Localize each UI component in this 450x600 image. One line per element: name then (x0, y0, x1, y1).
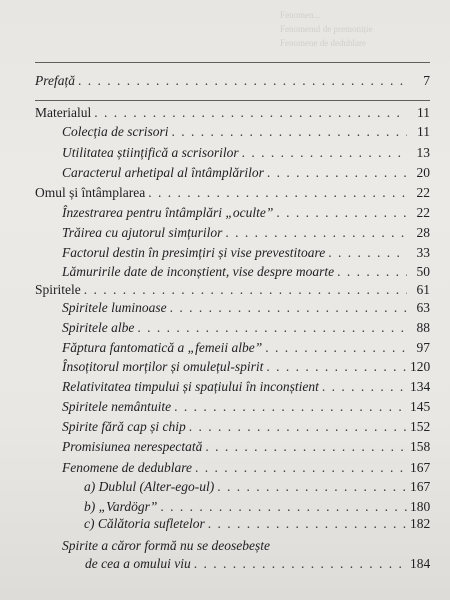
toc-entry (62, 357, 430, 377)
toc-entry-title: Spiritele luminoase (62, 300, 167, 315)
toc-entry-title: Omul și întâmplarea (35, 185, 146, 200)
toc-entry-title: Spirite fără cap și chip (62, 419, 186, 434)
toc-entry-title: Făptura fantomatică a „femeii albe” (62, 340, 263, 355)
toc-entry (85, 554, 430, 574)
toc-entry (62, 536, 430, 556)
leader-dots (137, 318, 407, 338)
toc-entry-page: 167 (410, 460, 431, 475)
toc-entry-page: 167 (410, 479, 431, 494)
leader-dots (217, 477, 407, 497)
toc-entry-title: Spiritele (35, 282, 81, 297)
top-rule (35, 62, 430, 63)
leader-dots (195, 458, 407, 478)
toc-entry-title: Lămuririle date de inconștient, vise despre moarte (62, 264, 335, 279)
toc-entry-title: Fenomene de dedublare (62, 460, 192, 475)
toc-entry (62, 262, 430, 282)
toc-entry-page: 120 (410, 359, 431, 374)
toc-entry-page: 184 (410, 556, 431, 571)
toc-entry-page: 97 (416, 340, 430, 355)
toc-entry (62, 203, 430, 223)
toc-entry (84, 477, 430, 497)
toc-entry-page: 11 (417, 105, 430, 120)
toc-entry-title: Promisiunea nerespectată (62, 439, 203, 454)
toc-entry-page: 180 (410, 499, 431, 514)
leader-dots (276, 203, 407, 223)
bleed-line: Fenomenul de premoniție (280, 24, 373, 34)
leader-dots (225, 223, 407, 243)
toc-entry-title: Utilitatea științifică a scrisorilor (62, 145, 239, 160)
leader-dots (322, 377, 407, 397)
leader-dots (189, 417, 407, 437)
toc-entry-title: Colecția de scrisori (62, 124, 169, 139)
toc-entry-title: Relativitatea timpului și spațiului în inconștient (62, 379, 319, 394)
toc-entry (62, 318, 430, 338)
toc-entry-page: 50 (416, 264, 430, 279)
toc-entry-title: Trăirea cu ajutorul simțurilor (62, 225, 223, 240)
leader-dots (78, 71, 407, 91)
toc-entry-page: 63 (416, 300, 430, 315)
toc-entry (84, 514, 430, 534)
toc-entry-page: 7 (423, 73, 430, 88)
bleed-through-text (0, 0, 450, 60)
toc-entry (35, 280, 430, 300)
toc-entry (62, 163, 430, 183)
leader-dots (208, 514, 407, 534)
toc-entry-page: 134 (410, 379, 431, 394)
leader-dots (267, 163, 407, 183)
toc-entry-page: 22 (416, 205, 430, 220)
toc-entry-title: b) „Vardögr” (84, 499, 158, 514)
leader-dots (242, 143, 407, 163)
toc-entry-page: 61 (416, 282, 430, 297)
leader-dots (148, 183, 407, 203)
toc-entry-title: Materialul (35, 105, 92, 120)
toc-entry-page: 33 (416, 245, 430, 260)
leader-dots (194, 554, 407, 574)
toc-entry-title: Caracterul arhetipal al întâmplărilor (62, 165, 264, 180)
toc-entry-title: Spiritele albe (62, 320, 135, 335)
toc-entry (35, 103, 430, 123)
toc-entry-title: Spirite a căror formă nu se deosebește (62, 538, 270, 553)
leader-dots (337, 262, 407, 282)
toc-entry-title: a) Dublul (Alter-ego-ul) (84, 479, 215, 494)
leader-dots (170, 298, 407, 318)
toc-entry-page: 182 (410, 516, 431, 531)
toc-entry (62, 458, 430, 478)
toc-entry-page: 13 (416, 145, 430, 160)
toc-entry-prefata (35, 71, 430, 91)
leader-dots (265, 338, 407, 358)
toc-entry-page: 88 (416, 320, 430, 335)
toc-entry-title: Înzestrarea pentru întâmplări „oculte” (62, 205, 274, 220)
leader-dots (172, 122, 408, 142)
toc-entry-title: Factorul destin în presimțiri și vise prevestitoare (62, 245, 326, 260)
toc-entry (35, 183, 430, 203)
toc-entry (62, 417, 430, 437)
leader-dots (174, 397, 407, 417)
toc-entry (62, 243, 430, 263)
leader-dots (328, 243, 407, 263)
toc-entry-title: Însoțitorul morților și omulețul-spirit (62, 359, 264, 374)
toc-entry (62, 223, 430, 243)
toc-entry-page: 28 (416, 225, 430, 240)
toc-entry-title: Prefață (35, 73, 75, 88)
toc-entry-page: 152 (410, 419, 431, 434)
bleed-line: Fenomene de dedublare (280, 38, 366, 48)
leader-dots (84, 280, 407, 300)
toc-entry-page: 11 (417, 124, 430, 139)
section-rule (35, 100, 430, 101)
toc-entry-title: de cea a omului viu (85, 556, 191, 571)
toc-entry (62, 143, 430, 163)
toc-entry (62, 122, 430, 142)
leader-dots (94, 103, 407, 123)
toc-entry-title: Spiritele nemântuite (62, 399, 172, 414)
toc-entry (62, 298, 430, 318)
bleed-line: Fenomen... (280, 10, 321, 20)
toc-entry (62, 397, 430, 417)
toc-entry-page: 158 (410, 439, 431, 454)
toc-entry-title: c) Călătoria sufletelor (84, 516, 205, 531)
toc-entry-page: 22 (416, 185, 430, 200)
leader-dots (266, 357, 407, 377)
toc-entry-page: 145 (410, 399, 431, 414)
toc-entry (62, 338, 430, 358)
leader-dots (205, 437, 407, 457)
toc-entry-page: 20 (416, 165, 430, 180)
toc-entry (62, 437, 430, 457)
toc-entry (62, 377, 430, 397)
